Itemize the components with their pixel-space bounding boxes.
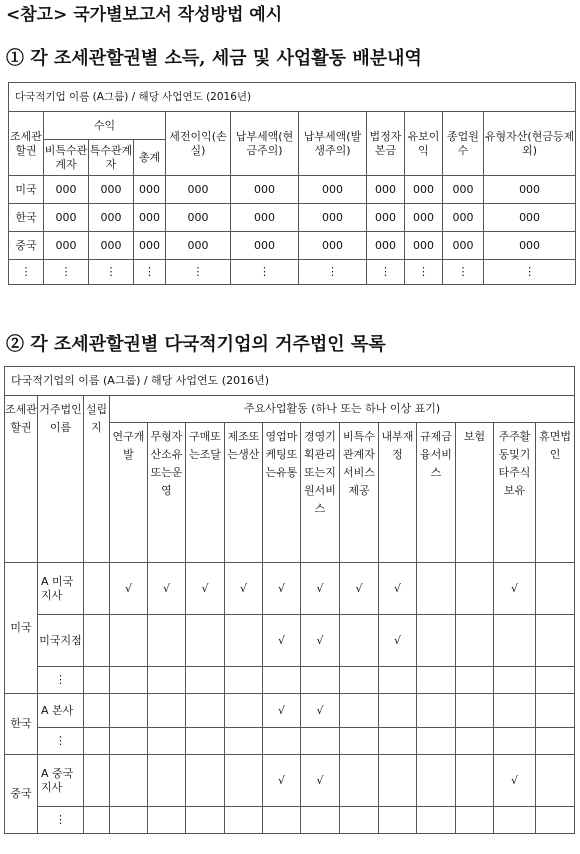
empty-cell [536, 755, 575, 807]
header-related: 특수관계자 [89, 140, 134, 176]
table1-caption: 다국적기업 이름 (A그룹) / 해당 사업연도 (2016년) [9, 83, 576, 112]
value-cell: ⋮ [166, 260, 231, 285]
activity-header: 무형자산소유또는운영 [148, 423, 186, 563]
header-unrelated: 비특수관계자 [44, 140, 89, 176]
table-row [5, 563, 575, 615]
value-cell: ⋮ [299, 260, 367, 285]
header-pretax: 세전이익(손실) [166, 112, 231, 176]
empty-cell [225, 694, 263, 728]
value-cell: 000 [443, 176, 484, 204]
activity-header: 내부재정 [379, 423, 417, 563]
empty-cell [186, 728, 225, 755]
country-cell: 미국 [5, 563, 38, 694]
check-mark: √ [340, 563, 379, 615]
check-mark: √ [379, 615, 417, 667]
check-mark: √ [225, 563, 263, 615]
empty-cell [148, 694, 186, 728]
value-cell: 000 [134, 232, 166, 260]
value-cell: 000 [166, 232, 231, 260]
value-cell: ⋮ [443, 260, 484, 285]
empty-cell [417, 667, 456, 694]
value-cell: ⋮ [89, 260, 134, 285]
empty-cell [417, 563, 456, 615]
empty-cell [379, 694, 417, 728]
empty-cell [301, 807, 340, 834]
resident-entities-table [4, 366, 575, 834]
value-cell: 000 [166, 204, 231, 232]
value-cell: 000 [231, 176, 299, 204]
empty-cell [494, 694, 536, 728]
check-mark: √ [263, 755, 301, 807]
empty-cell [186, 807, 225, 834]
empty-cell [225, 667, 263, 694]
value-cell: 000 [299, 232, 367, 260]
empty-cell [417, 755, 456, 807]
activity-header: 보험 [456, 423, 494, 563]
value-cell: 000 [89, 176, 134, 204]
value-cell: ⋮ [484, 260, 576, 285]
empty-cell [456, 667, 494, 694]
activity-header: 휴면법인 [536, 423, 575, 563]
check-mark: √ [301, 563, 340, 615]
entity-name-cell: 미국지점 [38, 615, 84, 667]
value-cell: 000 [443, 204, 484, 232]
empty-cell [186, 615, 225, 667]
value-cell: 000 [299, 176, 367, 204]
empty-cell [379, 807, 417, 834]
header-tangible: 유형자산(현금등제외) [484, 112, 576, 176]
value-cell: ⋮ [405, 260, 443, 285]
country-cell: 중국 [9, 232, 44, 260]
empty-cell [110, 615, 148, 667]
value-cell: 000 [443, 232, 484, 260]
activity-header: 제조또는생산 [225, 423, 263, 563]
empty-cell [340, 728, 379, 755]
activity-header: 주주활동및기타주식보유 [494, 423, 536, 563]
empty-cell [417, 694, 456, 728]
empty-cell [263, 667, 301, 694]
value-cell: 000 [484, 232, 576, 260]
check-mark: √ [301, 694, 340, 728]
empty-cell [110, 694, 148, 728]
table-row [9, 260, 576, 285]
incorporation-cell [84, 563, 110, 615]
table-row [5, 807, 575, 834]
header-capital: 법정자본금 [367, 112, 405, 176]
empty-cell [263, 807, 301, 834]
incorporation-cell [84, 615, 110, 667]
section1-heading: ① 각 조세관할권별 소득, 세금 및 사업활동 배분내역 [6, 48, 422, 69]
empty-cell [110, 755, 148, 807]
empty-cell [536, 563, 575, 615]
value-cell: ⋮ [367, 260, 405, 285]
empty-cell [417, 807, 456, 834]
empty-cell [456, 563, 494, 615]
check-mark: √ [186, 563, 225, 615]
empty-cell [340, 615, 379, 667]
empty-cell [110, 667, 148, 694]
empty-cell [379, 667, 417, 694]
empty-cell [536, 667, 575, 694]
empty-cell [340, 694, 379, 728]
value-cell: 000 [44, 176, 89, 204]
empty-cell [110, 728, 148, 755]
table-row [5, 667, 575, 694]
empty-cell [84, 728, 110, 755]
check-mark: √ [301, 755, 340, 807]
page-title: <참고> 국가별보고서 작성방법 예시 [6, 5, 283, 25]
empty-cell [148, 728, 186, 755]
empty-cell [110, 807, 148, 834]
header-incorporation: 설립지 [84, 396, 110, 563]
header-retained: 유보이익 [405, 112, 443, 176]
empty-cell [417, 615, 456, 667]
check-mark: √ [148, 563, 186, 615]
empty-cell [494, 615, 536, 667]
empty-cell [456, 728, 494, 755]
header-total: 총계 [134, 140, 166, 176]
empty-cell [456, 755, 494, 807]
country-cell: 미국 [9, 176, 44, 204]
empty-cell [148, 807, 186, 834]
check-mark: √ [494, 563, 536, 615]
activity-header: 연구개발 [110, 423, 148, 563]
incorporation-cell [84, 694, 110, 728]
empty-cell [84, 667, 110, 694]
empty-cell [301, 667, 340, 694]
table-row [9, 232, 576, 260]
country-cell: 한국 [9, 204, 44, 232]
value-cell: 000 [44, 232, 89, 260]
incorporation-cell [84, 755, 110, 807]
value-cell: 000 [367, 232, 405, 260]
empty-cell [536, 807, 575, 834]
table-row [9, 204, 576, 232]
activity-header: 비특수관계자서비스제공 [340, 423, 379, 563]
check-mark: √ [301, 615, 340, 667]
empty-cell [148, 755, 186, 807]
value-cell: 000 [134, 176, 166, 204]
value-cell: 000 [44, 204, 89, 232]
empty-cell [494, 667, 536, 694]
value-cell: 000 [89, 204, 134, 232]
value-cell: ⋮ [134, 260, 166, 285]
empty-cell [456, 694, 494, 728]
empty-cell [536, 615, 575, 667]
value-cell: 000 [231, 204, 299, 232]
empty-cell [536, 728, 575, 755]
value-cell: 000 [134, 204, 166, 232]
section2-heading: ② 각 조세관할권별 다국적기업의 거주법인 목록 [6, 334, 386, 355]
activity-header: 경영기획관리또는지원서비스 [301, 423, 340, 563]
check-mark: √ [263, 615, 301, 667]
empty-cell [494, 728, 536, 755]
empty-cell [340, 807, 379, 834]
entity-name-cell: A 본사 [38, 694, 84, 728]
check-mark: √ [263, 563, 301, 615]
header-jurisdiction: 조세관할권 [5, 396, 38, 563]
header-employees: 종업원수 [443, 112, 484, 176]
check-mark: √ [494, 755, 536, 807]
header-revenue: 수익 [44, 112, 166, 140]
empty-cell [186, 755, 225, 807]
empty-cell [494, 807, 536, 834]
table-row [9, 176, 576, 204]
country-cell: ⋮ [9, 260, 44, 285]
activity-header: 영업마케팅또는유통 [263, 423, 301, 563]
check-mark: √ [379, 563, 417, 615]
country-cell: 한국 [5, 694, 38, 755]
empty-cell [225, 615, 263, 667]
value-cell: 000 [166, 176, 231, 204]
value-cell: 000 [367, 176, 405, 204]
empty-cell [148, 615, 186, 667]
empty-cell [340, 667, 379, 694]
value-cell: 000 [405, 176, 443, 204]
vdots-cell: ⋮ [38, 807, 84, 834]
value-cell: 000 [405, 232, 443, 260]
header-entity-name: 거주법인이름 [38, 396, 84, 563]
income-allocation-table [8, 82, 576, 285]
vdots-cell: ⋮ [38, 728, 84, 755]
table-row [5, 694, 575, 728]
country-cell: 중국 [5, 755, 38, 834]
empty-cell [225, 807, 263, 834]
empty-cell [456, 807, 494, 834]
empty-cell [301, 728, 340, 755]
empty-cell [379, 728, 417, 755]
value-cell: 000 [367, 204, 405, 232]
empty-cell [186, 694, 225, 728]
header-tax-paid: 납부세액(현금주의) [231, 112, 299, 176]
value-cell: 000 [299, 204, 367, 232]
activity-header: 규제금융서비스 [417, 423, 456, 563]
header-activities: 주요사업활동 (하나 또는 하나 이상 표기) [110, 396, 575, 423]
empty-cell [225, 728, 263, 755]
entity-name-cell: A 중국지사 [38, 755, 84, 807]
table-row [5, 615, 575, 667]
check-mark: √ [263, 694, 301, 728]
table-row [5, 755, 575, 807]
table-row [5, 728, 575, 755]
header-tax-accrued: 납부세액(발생주의) [299, 112, 367, 176]
empty-cell [186, 667, 225, 694]
empty-cell [456, 615, 494, 667]
value-cell: ⋮ [44, 260, 89, 285]
value-cell: 000 [89, 232, 134, 260]
value-cell: 000 [484, 204, 576, 232]
header-jurisdiction: 조세관할권 [9, 112, 44, 176]
empty-cell [84, 807, 110, 834]
empty-cell [379, 755, 417, 807]
empty-cell [417, 728, 456, 755]
value-cell: 000 [405, 204, 443, 232]
table2-caption: 다국적기업의 이름 (A그룹) / 해당 사업연도 (2016년) [5, 367, 575, 396]
empty-cell [536, 694, 575, 728]
activity-header: 구매또는조달 [186, 423, 225, 563]
value-cell: ⋮ [231, 260, 299, 285]
value-cell: 000 [231, 232, 299, 260]
empty-cell [340, 755, 379, 807]
empty-cell [148, 667, 186, 694]
entity-name-cell: A 미국지사 [38, 563, 84, 615]
value-cell: 000 [484, 176, 576, 204]
empty-cell [263, 728, 301, 755]
check-mark: √ [110, 563, 148, 615]
vdots-cell: ⋮ [38, 667, 84, 694]
empty-cell [225, 755, 263, 807]
